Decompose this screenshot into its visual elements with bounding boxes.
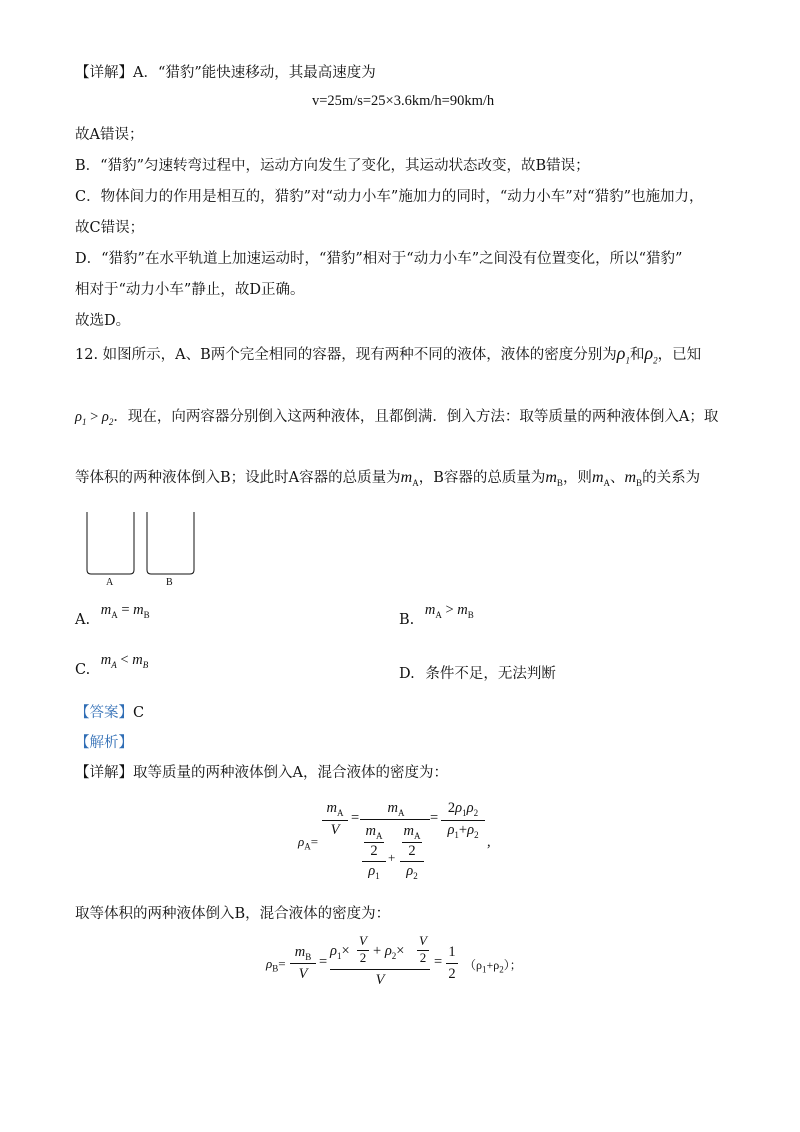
detail-line-d: D．“猎豹”在水平轨道上加速运动时，“猎豹”相对于“动力小车”之间没有位置变化，所以“猎豹” xyxy=(75,251,683,267)
detail-line-c: C．物体间力的作用是相互的，猎豹”对“动力小车”施加力的同时，“动力小车”对“猎豹”也施加力， xyxy=(75,189,704,205)
container-a-label: A xyxy=(106,577,114,588)
option-c[interactable]: C. $m_A < m_B$ xyxy=(75,652,149,678)
detail-line: 故A错误； xyxy=(75,127,144,143)
detail-line-b: B．“猎豹”匀速转弯过程中，运动方向发生了变化，其运动状态改变，故B错误； xyxy=(75,158,590,174)
container-b-label: B xyxy=(166,577,173,588)
speed-equation: v=25m/s=25×3.6km/h=90km/h xyxy=(312,93,495,109)
detail-intro-b: 取等体积的两种液体倒入B，混合液体的密度为： xyxy=(75,906,391,922)
container-a xyxy=(87,512,134,574)
option-b[interactable]: B. $m_A > m_B$ xyxy=(399,602,474,628)
detail-line-a: 【详解】A．“猎豹”能快速移动，其最高速度为 xyxy=(75,65,376,81)
answer-value: C xyxy=(133,705,145,721)
answer-tag: 【答案】 xyxy=(75,705,133,721)
question-line-3: 等体积的两种液体倒入B；设此时A容器的总质量为$m_A$，B容器的总质量为$m_B$，则$m_A$、$m_B$的关系为 xyxy=(75,469,701,488)
detail-line: 相对于“动力小车”静止，故D正确。 xyxy=(75,282,305,298)
answer-line xyxy=(75,703,144,723)
question-line-1: 12. 如图所示，A、B两个完全相同的容器，现有两种不同的液体，液体的密度分别为$\rho_1$和$\rho_2$，已知 xyxy=(75,343,702,366)
detail-intro-a: 【详解】取等质量的两种液体倒入A，混合液体的密度为： xyxy=(75,765,448,781)
containers-figure xyxy=(80,510,210,590)
question-line-2: $\rho_1 > \rho_2$．现在，向两容器分别倒入这两种液体，且都倒满．倒入方法：取等质量的两种液体倒入A；取 xyxy=(75,409,719,427)
analysis-tag: 【解析】 xyxy=(75,735,133,751)
option-a[interactable]: A. $m_A = m_B$ xyxy=(75,602,150,628)
option-d[interactable]: D. 条件不足，无法判断 xyxy=(399,666,556,682)
detail-line: 故C错误； xyxy=(75,220,145,236)
container-b xyxy=(147,512,194,574)
detail-line: 故选D。 xyxy=(75,313,131,329)
